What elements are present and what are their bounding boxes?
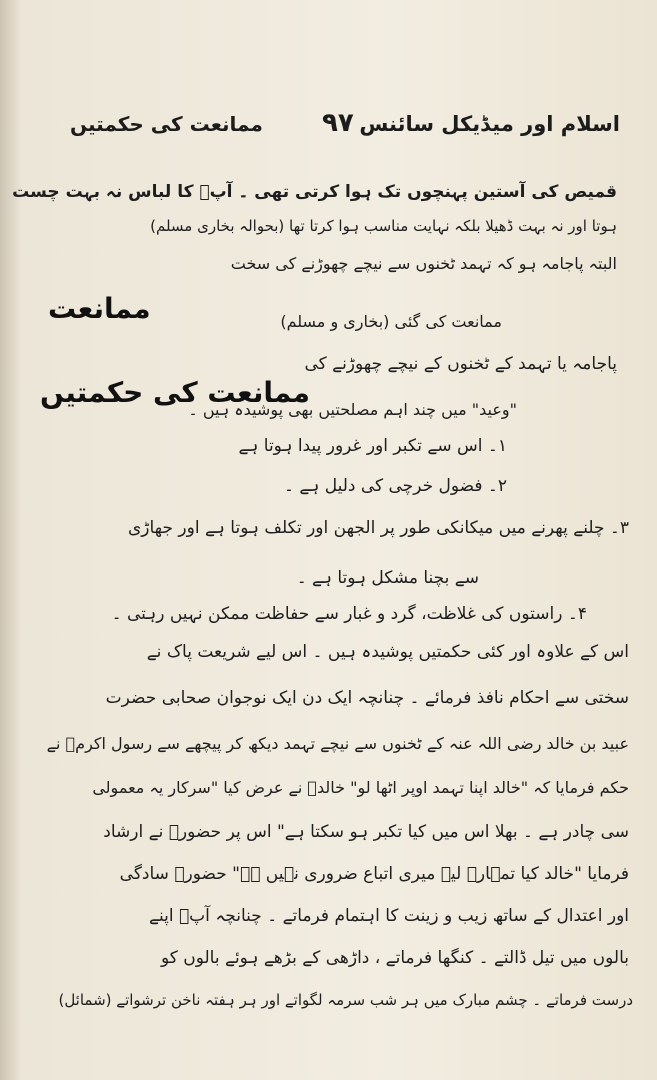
body-line: قمیص کی آستین پہنچوں تک ہوا کرتی تھی ۔ آپؐ کا لباس نہ بہت چست (12, 182, 617, 202)
list-item: ۳۔ چلنے پھرنے میں میکانکی طور پر الجھن اور تکلف ہوتا ہے اور جھاڑی (127, 518, 629, 538)
list-item: ۱۔ اس سے تکبر اور غرور پیدا ہوتا ہے (238, 436, 507, 456)
body-line: ہوتا اور نہ بہت ڈھیلا بلکہ نہایت مناسب ہوا کرتا تھا (بحوالہ بخاری مسلم) (150, 217, 617, 235)
side-heading-wisdoms: ممانعت کی حکمتیں (40, 376, 310, 409)
page-header (60, 108, 620, 148)
body-line: "وعید" میں چند اہم مصلحتیں بھی پوشیدہ ہیں ۔ (188, 400, 517, 419)
body-line: البتہ پاجامہ ہو کہ تہمد ٹخنوں سے نیچے چھوڑنے کی سخت (230, 254, 617, 273)
body-line: ممانعت کی گئی (بخاری و مسلم) (280, 312, 502, 331)
body-line: پاجامہ یا تہمد کے ٹخنوں کے نیچے چھوڑنے کی (304, 354, 617, 374)
body-line: درست فرماتے ۔ چشم مبارک میں ہر شب سرمہ لگواتے اور ہر ہفتہ ناخن ترشواتے (شمائل) (58, 991, 633, 1009)
body-line: سی چادر ہے ۔ بھلا اس میں کیا تکبر ہو سکتا ہے" اس پر حضورؐ نے ارشاد (103, 822, 629, 842)
side-heading-prohibition: ممانعت (48, 292, 151, 325)
list-item: سے بچنا مشکل ہوتا ہے ۔ (296, 568, 479, 588)
body-line: سختی سے احکام نافذ فرمائے ۔ چنانچہ ایک دن ایک نوجوان صحابی حضرت (105, 688, 629, 708)
page-number: ۹۷ (322, 108, 354, 138)
body-line: عبید بن خالد رضی اللہ عنہ کے ٹخنوں سے نیچے تہمد دیکھ کر پیچھے سے رسول اکرمؐ نے (46, 734, 629, 753)
body-line: اس کے علاوہ اور کئی حکمتیں پوشیدہ ہیں ۔ اس لیے شریعت پاک نے (146, 642, 629, 662)
body-line: بالوں میں تیل ڈالتے ۔ کنگھا فرماتے ، داڑھی کے بڑھے ہوئے بالوں کو (160, 948, 629, 968)
list-item: ۲۔ فضول خرچی کی دلیل ہے ۔ (284, 476, 507, 496)
body-line: اور اعتدال کے ساتھ زیب و زینت کا اہتمام فرماتے ۔ چنانچہ آپؐ اپنے (149, 906, 629, 926)
running-book-title: اسلام اور میڈیکل سائنس (359, 112, 620, 136)
running-chapter-title: ممانعت کی حکمتیں (70, 112, 263, 136)
body-line: حکم فرمایا کہ "خالد اپنا تہمد اوپر اٹھا لو" خالدؓ نے عرض کیا "سرکار یہ معمولی (92, 778, 629, 797)
body-line: فرمایا "خالد کیا تمہارے لیے میری اتباع ضروری نہیں ہے" حضورؐ سادگی (119, 864, 629, 884)
list-item: ۴۔ راستوں کی غلاظت، گرد و غبار سے حفاظت ممکن نہیں رہتی ۔ (111, 604, 587, 624)
